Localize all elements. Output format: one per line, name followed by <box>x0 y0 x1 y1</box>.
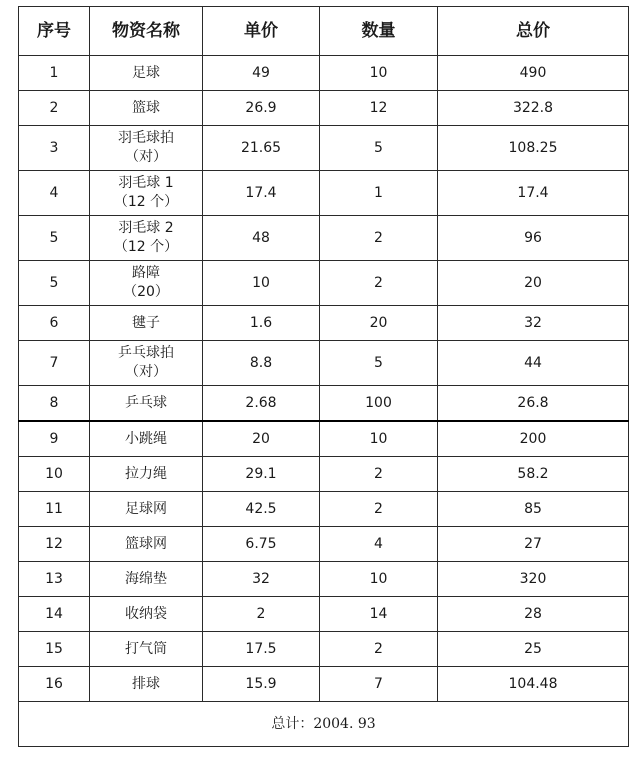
cell-unit-price: 2 <box>203 597 320 632</box>
header-name: 物资名称 <box>90 7 203 56</box>
cell-unit-price: 29.1 <box>203 457 320 492</box>
table-row <box>19 597 629 632</box>
cell-total-price: 200 <box>438 421 629 457</box>
cell-unit-price: 17.5 <box>203 632 320 667</box>
cell-index: 6 <box>19 306 90 341</box>
header-unit-price: 单价 <box>203 7 320 56</box>
supplies-document <box>18 6 628 747</box>
header-index: 序号 <box>19 7 90 56</box>
cell-name: 打气筒 <box>90 632 203 667</box>
cell-index: 7 <box>19 341 90 386</box>
cell-total-price: 25 <box>438 632 629 667</box>
cell-quantity: 100 <box>320 386 438 422</box>
cell-quantity: 2 <box>320 632 438 667</box>
table-row <box>19 632 629 667</box>
cell-name: 羽毛球拍 （对） <box>90 126 203 171</box>
cell-name: 路障 （20） <box>90 261 203 306</box>
cell-name: 篮球 <box>90 91 203 126</box>
header-row <box>19 7 629 56</box>
cell-name: 毽子 <box>90 306 203 341</box>
cell-quantity: 12 <box>320 91 438 126</box>
cell-name: 篮球网 <box>90 527 203 562</box>
cell-unit-price: 49 <box>203 56 320 91</box>
cell-index: 12 <box>19 527 90 562</box>
cell-unit-price: 26.9 <box>203 91 320 126</box>
cell-name: 排球 <box>90 667 203 702</box>
cell-quantity: 4 <box>320 527 438 562</box>
cell-name: 羽毛球 1 （12 个） <box>90 171 203 216</box>
cell-index: 5 <box>19 216 90 261</box>
cell-total-price: 320 <box>438 562 629 597</box>
cell-total-price: 322.8 <box>438 91 629 126</box>
cell-total-price: 44 <box>438 341 629 386</box>
cell-unit-price: 32 <box>203 562 320 597</box>
cell-quantity: 7 <box>320 667 438 702</box>
cell-total-price: 108.25 <box>438 126 629 171</box>
cell-total-price: 26.8 <box>438 386 629 422</box>
cell-index: 9 <box>19 421 90 457</box>
cell-unit-price: 21.65 <box>203 126 320 171</box>
cell-quantity: 1 <box>320 171 438 216</box>
table-row <box>19 126 629 171</box>
cell-unit-price: 42.5 <box>203 492 320 527</box>
table-row <box>19 216 629 261</box>
cell-name: 足球网 <box>90 492 203 527</box>
cell-quantity: 2 <box>320 492 438 527</box>
cell-unit-price: 1.6 <box>203 306 320 341</box>
cell-total-price: 85 <box>438 492 629 527</box>
cell-quantity: 14 <box>320 597 438 632</box>
total-row <box>19 702 629 747</box>
cell-total-price: 28 <box>438 597 629 632</box>
cell-index: 4 <box>19 171 90 216</box>
header-total-price: 总价 <box>438 7 629 56</box>
table-row <box>19 527 629 562</box>
cell-unit-price: 10 <box>203 261 320 306</box>
cell-name: 乒乓球 <box>90 386 203 422</box>
cell-quantity: 5 <box>320 126 438 171</box>
cell-unit-price: 48 <box>203 216 320 261</box>
table-row <box>19 386 629 422</box>
table-row <box>19 306 629 341</box>
cell-index: 10 <box>19 457 90 492</box>
cell-quantity: 10 <box>320 421 438 457</box>
cell-unit-price: 17.4 <box>203 171 320 216</box>
cell-total-price: 32 <box>438 306 629 341</box>
cell-name: 收纳袋 <box>90 597 203 632</box>
cell-name: 足球 <box>90 56 203 91</box>
cell-index: 16 <box>19 667 90 702</box>
table-row <box>19 492 629 527</box>
cell-name: 拉力绳 <box>90 457 203 492</box>
cell-quantity: 10 <box>320 562 438 597</box>
cell-index: 1 <box>19 56 90 91</box>
table-row <box>19 91 629 126</box>
cell-quantity: 10 <box>320 56 438 91</box>
cell-total-price: 17.4 <box>438 171 629 216</box>
cell-unit-price: 20 <box>203 421 320 457</box>
cell-unit-price: 6.75 <box>203 527 320 562</box>
cell-total-price: 104.48 <box>438 667 629 702</box>
cell-total-price: 490 <box>438 56 629 91</box>
table-row <box>19 562 629 597</box>
cell-name: 羽毛球 2 （12 个） <box>90 216 203 261</box>
cell-name: 乒乓球拍 （对） <box>90 341 203 386</box>
cell-unit-price: 2.68 <box>203 386 320 422</box>
supplies-table <box>18 6 629 747</box>
table-row <box>19 171 629 216</box>
cell-index: 8 <box>19 386 90 422</box>
cell-name: 小跳绳 <box>90 421 203 457</box>
cell-total-price: 20 <box>438 261 629 306</box>
table-row <box>19 56 629 91</box>
cell-index: 13 <box>19 562 90 597</box>
cell-index: 3 <box>19 126 90 171</box>
grand-total: 总计：2004. 93 <box>19 702 629 747</box>
cell-index: 11 <box>19 492 90 527</box>
cell-index: 15 <box>19 632 90 667</box>
cell-quantity: 2 <box>320 457 438 492</box>
header-quantity: 数量 <box>320 7 438 56</box>
cell-index: 2 <box>19 91 90 126</box>
cell-index: 5 <box>19 261 90 306</box>
table-row <box>19 457 629 492</box>
cell-name: 海绵垫 <box>90 562 203 597</box>
cell-total-price: 27 <box>438 527 629 562</box>
cell-total-price: 58.2 <box>438 457 629 492</box>
cell-quantity: 2 <box>320 261 438 306</box>
cell-unit-price: 15.9 <box>203 667 320 702</box>
cell-quantity: 20 <box>320 306 438 341</box>
table-row <box>19 341 629 386</box>
table-row <box>19 421 629 457</box>
table-row <box>19 667 629 702</box>
table-row <box>19 261 629 306</box>
cell-unit-price: 8.8 <box>203 341 320 386</box>
cell-total-price: 96 <box>438 216 629 261</box>
cell-quantity: 2 <box>320 216 438 261</box>
cell-index: 14 <box>19 597 90 632</box>
cell-quantity: 5 <box>320 341 438 386</box>
